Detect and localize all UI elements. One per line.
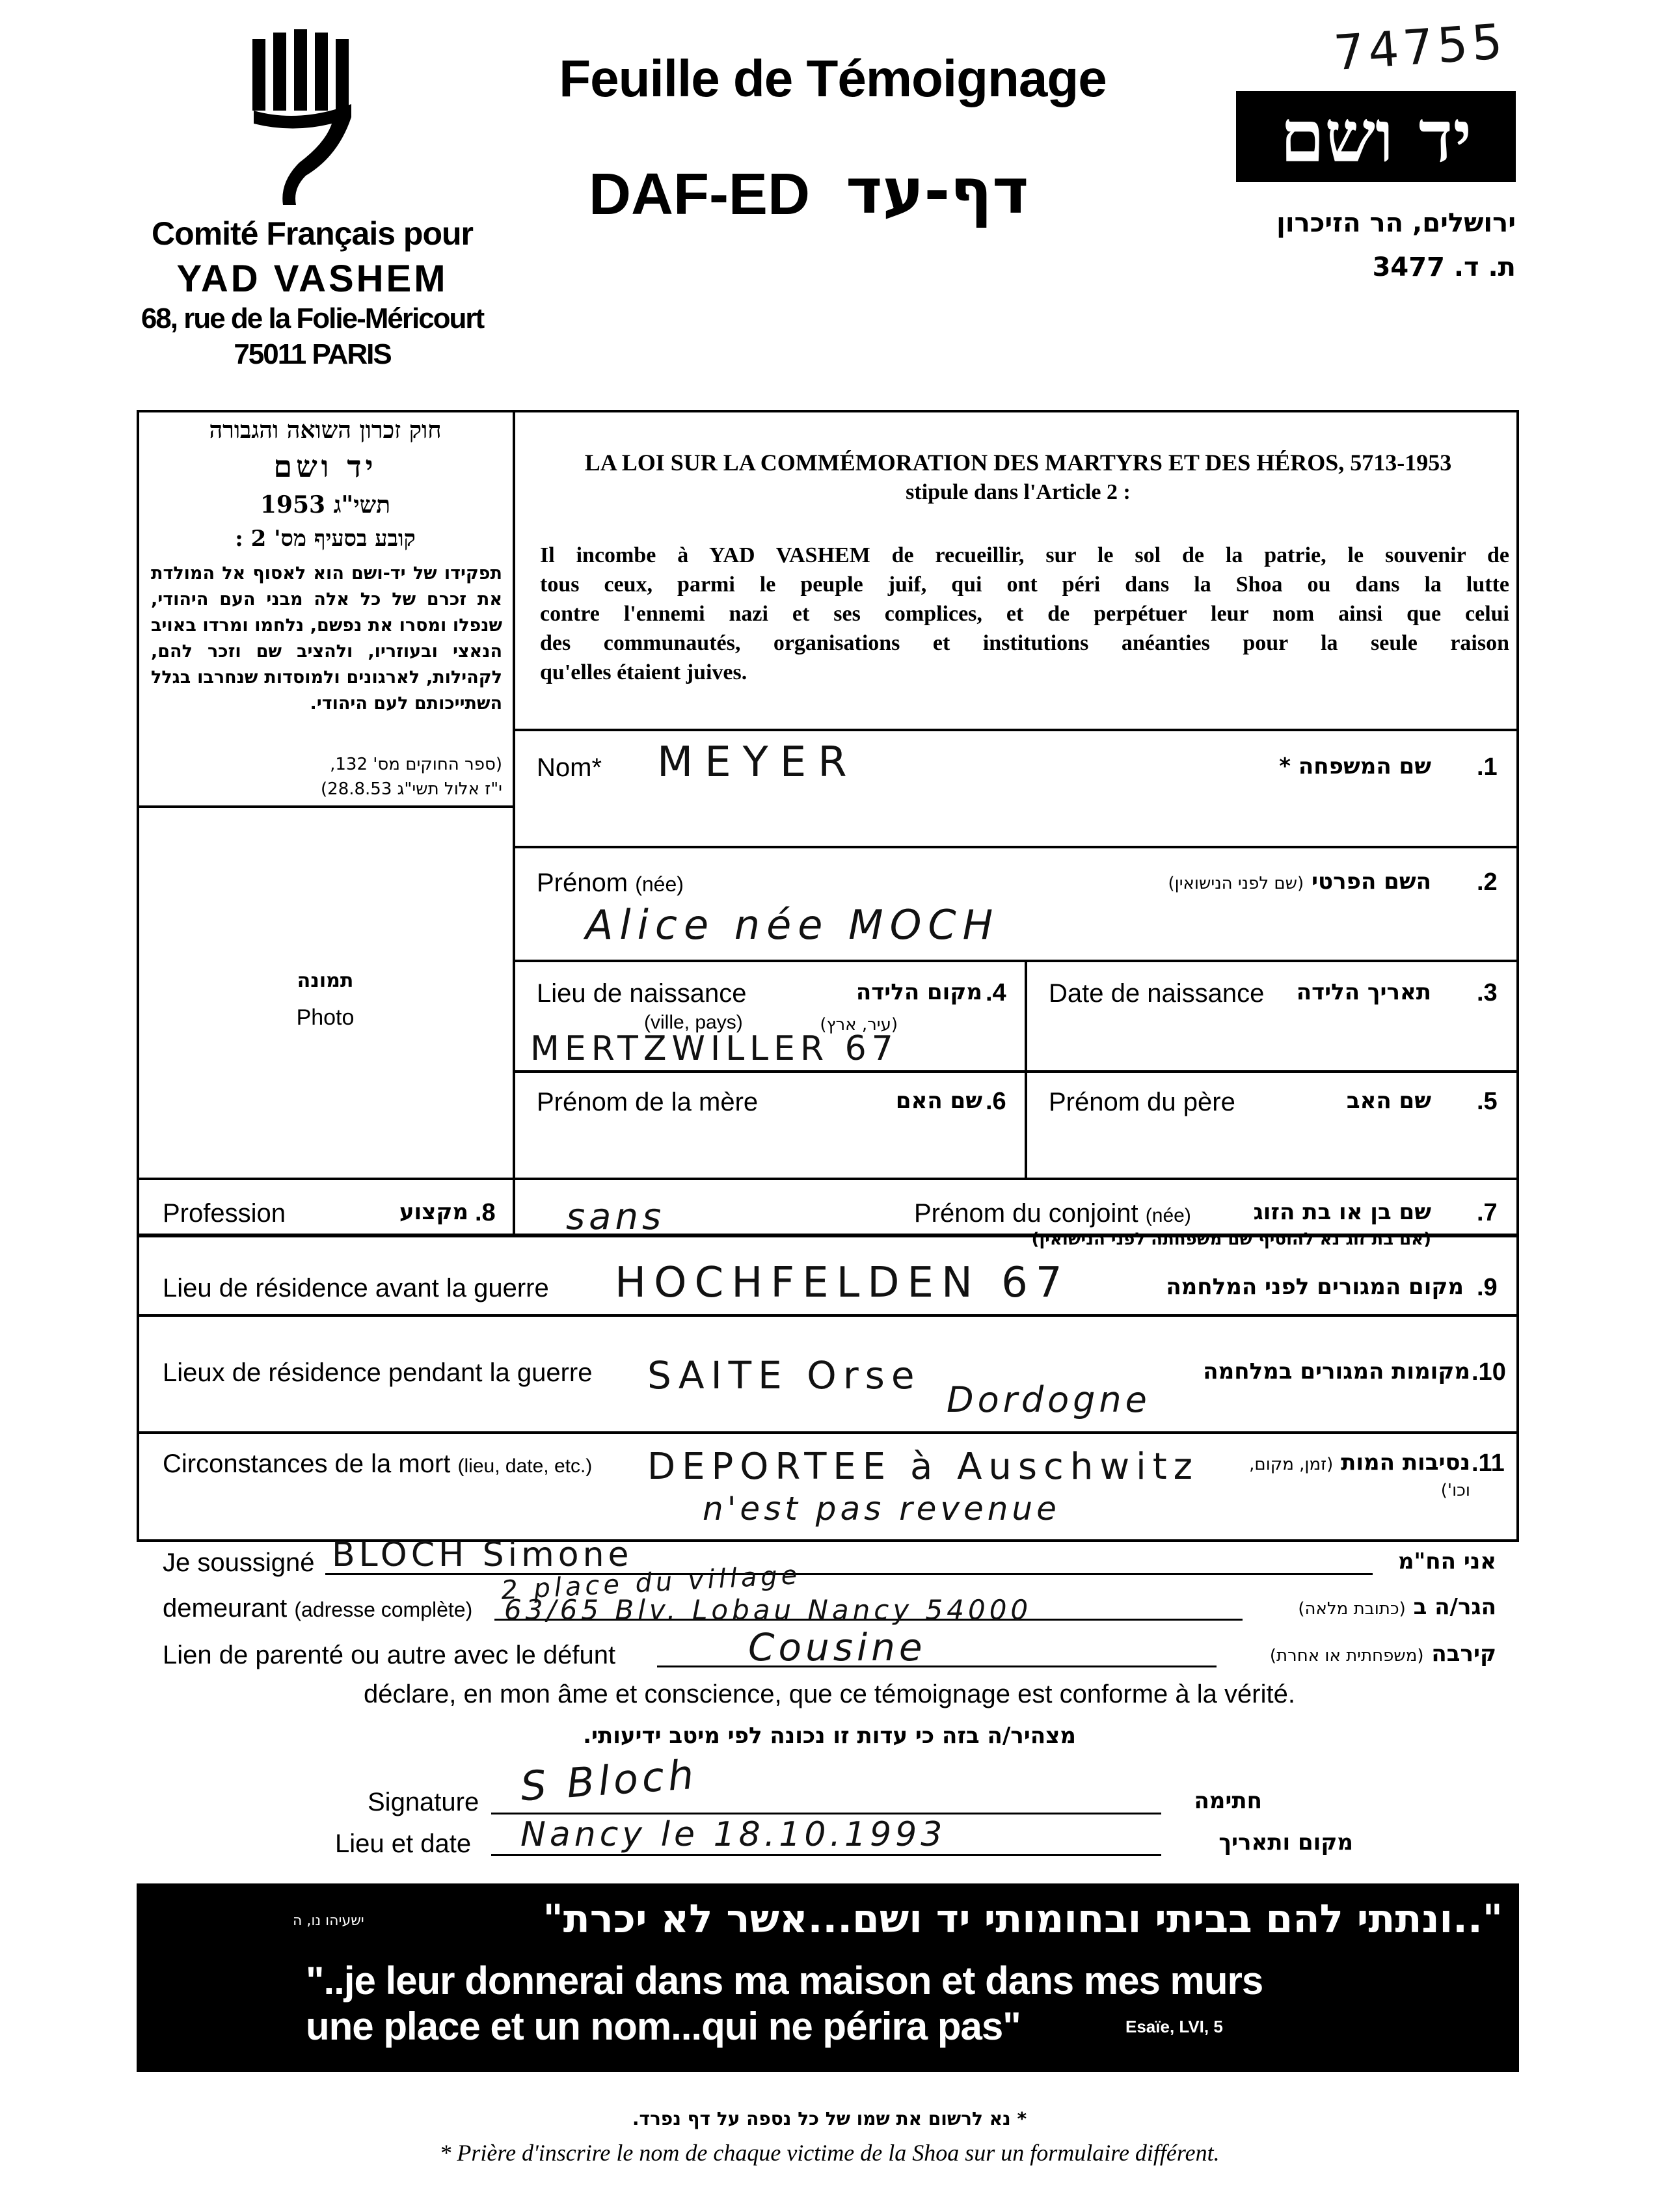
field-8-number: .8 (475, 1199, 496, 1226)
field-lieu-naissance-label: Lieu de naissance (537, 979, 747, 1008)
demeurant-value1[interactable]: 2 place du village (500, 1559, 802, 1606)
committee-name: Comité Français pour (152, 215, 473, 252)
lien-label: Lien de parenté ou autre avec le défunt (163, 1641, 616, 1669)
field-lieu-naissance-hebrew-small: (עיר, ארץ) (820, 1015, 898, 1034)
banner-hebrew-quote: "..ונתתי להם בביתי ובחומותי יד ושם...אשר לא יכרת" (543, 1896, 1503, 1942)
field-residence-pendant-value2[interactable]: Dordogne (947, 1379, 1151, 1420)
field-lieu-naissance-value[interactable]: MERTZWILLER 67 (530, 1029, 898, 1068)
field-conjoint-hebrew: שם בן או בת הזוג (1253, 1199, 1431, 1225)
french-law-line2: tous ceux, parmi le peuple juif, qui ont péri dans la Shoa ou dans la lutte (540, 573, 1509, 597)
lien-hebrew (1223, 1641, 1496, 1667)
profession-divider (513, 1178, 515, 1236)
photo-label-hebrew: תמונה (297, 969, 354, 992)
hebrew-address-line2: ת. ד. 3477 (1372, 252, 1516, 282)
footer-note-hebrew: * נא לרשום את שמו של כל נספה על דף נפרד. (632, 2108, 1027, 2129)
hebrew-law-year: תשי"ג 1953 (260, 491, 391, 519)
field-11-number: .11 (1472, 1450, 1505, 1477)
field-6-number: .6 (986, 1088, 1006, 1115)
field-date-naissance-label: Date de naissance (1049, 979, 1265, 1008)
hebrew-law-body: תפקידו של יד-ושם הוא לאסוף אל המולדת את זכרם של כל אלה מבני העם היהודי, שנפלו ומסרו את נפשם, נלחמו ומרדו באויב הנאצי ובעוזריו, ולהציב שם וזכר להם, לקהילות, לארגונים ולמוסדות שנחרבו בגלל השתייכותם לעם היהודי. (151, 563, 502, 714)
demeurant-value2[interactable]: 63/65 Blv. Lobau Nancy 54000 (504, 1594, 1032, 1626)
field-2-number: .2 (1477, 869, 1498, 896)
field-residence-avant-value[interactable]: HOCHFELDEN 67 (615, 1259, 1070, 1307)
field-circonstances-label-small: (lieu, date, etc.) (457, 1455, 593, 1477)
residence-divider-1 (137, 1314, 1519, 1317)
field-nom-value[interactable]: MEYER (657, 738, 859, 787)
daf-ed-latin: DAF-ED (589, 162, 810, 227)
row-divider-4 (137, 1178, 1519, 1180)
lien-hebrew-small: (משפחתית או אחרת) (1269, 1646, 1424, 1666)
quote-banner (137, 1883, 1519, 2072)
french-law-line5: qu'elles étaient juives. (540, 660, 747, 684)
law-divider (513, 729, 1519, 731)
lien-hebrew-text: קירבה (1431, 1641, 1496, 1667)
field-prenom-hebrew-text: השם הפרטי (1312, 869, 1431, 895)
field-nom-label: Nom* (537, 753, 602, 782)
field-prenom-label (537, 869, 684, 898)
field-lieu-naissance-hebrew: מקום הלידה (855, 979, 982, 1005)
demeurant-label-text: demeurant (163, 1594, 288, 1623)
lien-underline (657, 1666, 1217, 1667)
field-5-number: .5 (1477, 1088, 1498, 1115)
yad-vashem-menorah-icon (247, 26, 364, 208)
hebrew-law-title: חוק זכרון השואה והגבורה (209, 416, 442, 444)
field-circonstances-label-text: Circonstances de la mort (163, 1450, 451, 1478)
signature-value[interactable]: S Bloch (518, 1750, 699, 1811)
signature-underline (491, 1813, 1161, 1814)
field-date-naissance-hebrew: תאריך הלידה (1296, 979, 1431, 1005)
field-prenom-hebrew (1073, 869, 1431, 895)
daf-ed-hebrew: דף-עד (846, 155, 1029, 228)
banner-french-line1: "..je leur donnerai dans ma maison et dans mes murs (306, 1959, 1263, 2003)
declare-french: déclare, en mon âme et conscience, que ce témoignage est conforme à la vérité. (364, 1680, 1295, 1708)
committee-address-city: 75011 PARIS (234, 338, 391, 370)
field-10-number: .10 (1472, 1358, 1506, 1386)
field-lieu-naissance-small: (ville, pays) (644, 1012, 743, 1033)
signature-label: Signature (368, 1788, 479, 1816)
field-circonstances-label (163, 1450, 592, 1479)
signature-hebrew: חתימה (1194, 1788, 1262, 1814)
field-prenom-pere-label: Prénom du père (1049, 1088, 1235, 1116)
declare-hebrew: מצהיר/ה בזה כי עדות זו נכונה לפי מיטב ידיעותי. (583, 1723, 1076, 1749)
field-4-number: .4 (986, 979, 1006, 1006)
lieu-date-value[interactable]: Nancy le 18.10.1993 (520, 1815, 947, 1854)
handwritten-reference-number: 74755 (1332, 13, 1509, 82)
field-profession-hebrew: מקצוע (399, 1199, 468, 1225)
hebrew-address-line1: ירושלים, הר הזיכרון (1276, 208, 1516, 238)
field-circonstances-value1[interactable]: DEPORTEE à Auschwitz (647, 1446, 1200, 1488)
french-law-line4: des communautés, organisations et institutions anéanties pour la seule raison (540, 631, 1509, 655)
field-circonstances-value2[interactable]: n'est pas revenue (703, 1490, 1060, 1528)
field-residence-pendant-label: Lieux de résidence pendant la guerre (163, 1358, 593, 1387)
demeurant-hebrew-text: הגר/ה ב (1413, 1594, 1496, 1620)
demeurant-hebrew-small: (כתובת מלאה) (1298, 1599, 1406, 1619)
field-conjoint-value[interactable]: sans (566, 1196, 666, 1238)
hebrew-law-ref2: י"ז אלול תשי"ג 28.8.53) (321, 779, 502, 799)
yad-vashem-logo: יד ושם (1236, 91, 1516, 182)
lieu-date-underline (491, 1854, 1161, 1856)
field-residence-pendant-hebrew: מקומות המגורים במלחמה (1203, 1358, 1470, 1384)
left-column-divider (513, 410, 515, 1178)
field-prenom-mere-label: Prénom de la mère (537, 1088, 759, 1116)
field-residence-pendant-value1[interactable]: SAITE Orse (647, 1353, 921, 1397)
field-nom-hebrew: שם המשפחה * (1279, 753, 1431, 779)
field-3-number: .3 (1477, 979, 1498, 1006)
field-prenom-pere-hebrew: שם האב (1346, 1088, 1431, 1114)
field-conjoint-label-small: (née) (1145, 1205, 1191, 1226)
field-conjoint-label-text: Prénom du conjoint (914, 1199, 1138, 1228)
lieu-date-hebrew: מקום ותאריך (1218, 1829, 1353, 1855)
banner-french-line2: une place et un nom...qui ne périra pas" (306, 2004, 1021, 2048)
footer-note-french: * Prière d'inscrire le nom de chaque victime de la Shoa sur un formulaire différent. (439, 2140, 1220, 2166)
row-divider-3 (513, 1070, 1519, 1073)
hebrew-law-article: קובע בסעיף מס' 2 : (235, 526, 416, 552)
field-circonstances-hebrew (1236, 1450, 1470, 1502)
committee-address-street: 68, rue de la Folie-Méricourt (141, 303, 484, 334)
field-prenom-label-text: Prénom (537, 869, 628, 897)
banner-hebrew-ref: ישעיהו נו, ה (293, 1913, 364, 1929)
field-7-number: .7 (1477, 1199, 1498, 1226)
hebrew-law-ref1: (ספר החוקים מס' 132, (330, 755, 502, 774)
mid-column-divider (1025, 960, 1027, 1178)
hebrew-law-yad-vashem: יד ושם (273, 449, 377, 484)
soussigne-value[interactable]: BLOCH Simone (332, 1535, 633, 1574)
committee-yad-vashem: YAD VASHEM (176, 258, 448, 300)
field-residence-avant-hebrew: מקום המגורים לפני המלחמה (1166, 1274, 1464, 1300)
soussigne-label: Je soussigné (163, 1548, 315, 1577)
french-law-title: LA LOI SUR LA COMMÉMORATION DES MARTYRS ET DES HÉROS, 5713-1953 (584, 450, 1452, 476)
french-law-line1: Il incombe à YAD VASHEM de recueillir, sur le sol de la patrie, le souvenir de (540, 543, 1509, 567)
soussigne-hebrew: אני הח"מ (1397, 1548, 1496, 1574)
photo-label: Photo (296, 1005, 355, 1030)
row-divider-1 (513, 846, 1519, 848)
demeurant-label-small: (adresse complète) (294, 1598, 473, 1621)
field-residence-avant-label: Lieu de résidence avant la guerre (163, 1274, 549, 1302)
field-circonstances-hebrew-text: נסיבות המות (1341, 1450, 1470, 1476)
field-circonstances-hebrew-small: (זמן, מקום, וכו') (1249, 1455, 1470, 1500)
field-prenom-value[interactable]: Alice née MOCH (585, 901, 1000, 949)
lieu-date-label: Lieu et date (335, 1829, 472, 1858)
hebrew-law-divider (137, 805, 514, 808)
field-conjoint-label (914, 1199, 1191, 1228)
banner-french-ref: Esaïe, LVI, 5 (1125, 2017, 1223, 2036)
demeurant-hebrew (1249, 1594, 1496, 1620)
row-divider-2 (513, 960, 1519, 962)
field-conjoint-hebrew-small: (אם בת זוג נא להוסיף שם משפחתה לפני הנישואין) (1031, 1230, 1431, 1249)
field-prenom-label-small: (née) (635, 872, 684, 896)
field-prenom-hebrew-small: (שם לפני הנישואין) (1168, 874, 1304, 893)
field-prenom-mere-hebrew: שם האם (895, 1088, 982, 1114)
field-9-number: .9 (1477, 1274, 1498, 1301)
demeurant-label (163, 1594, 472, 1623)
field-profession-label: Profession (163, 1199, 286, 1228)
residence-divider-2 (137, 1431, 1519, 1434)
field-1-number: .1 (1477, 753, 1498, 781)
page-title: Feuille de Témoignage (559, 49, 1107, 107)
lien-value[interactable]: Cousine (748, 1625, 926, 1669)
french-law-subtitle: stipule dans l'Article 2 : (906, 480, 1131, 504)
french-law-line3: contre l'ennemi nazi et ses complices, et de perpétuer leur nom ainsi que celui (540, 602, 1509, 626)
